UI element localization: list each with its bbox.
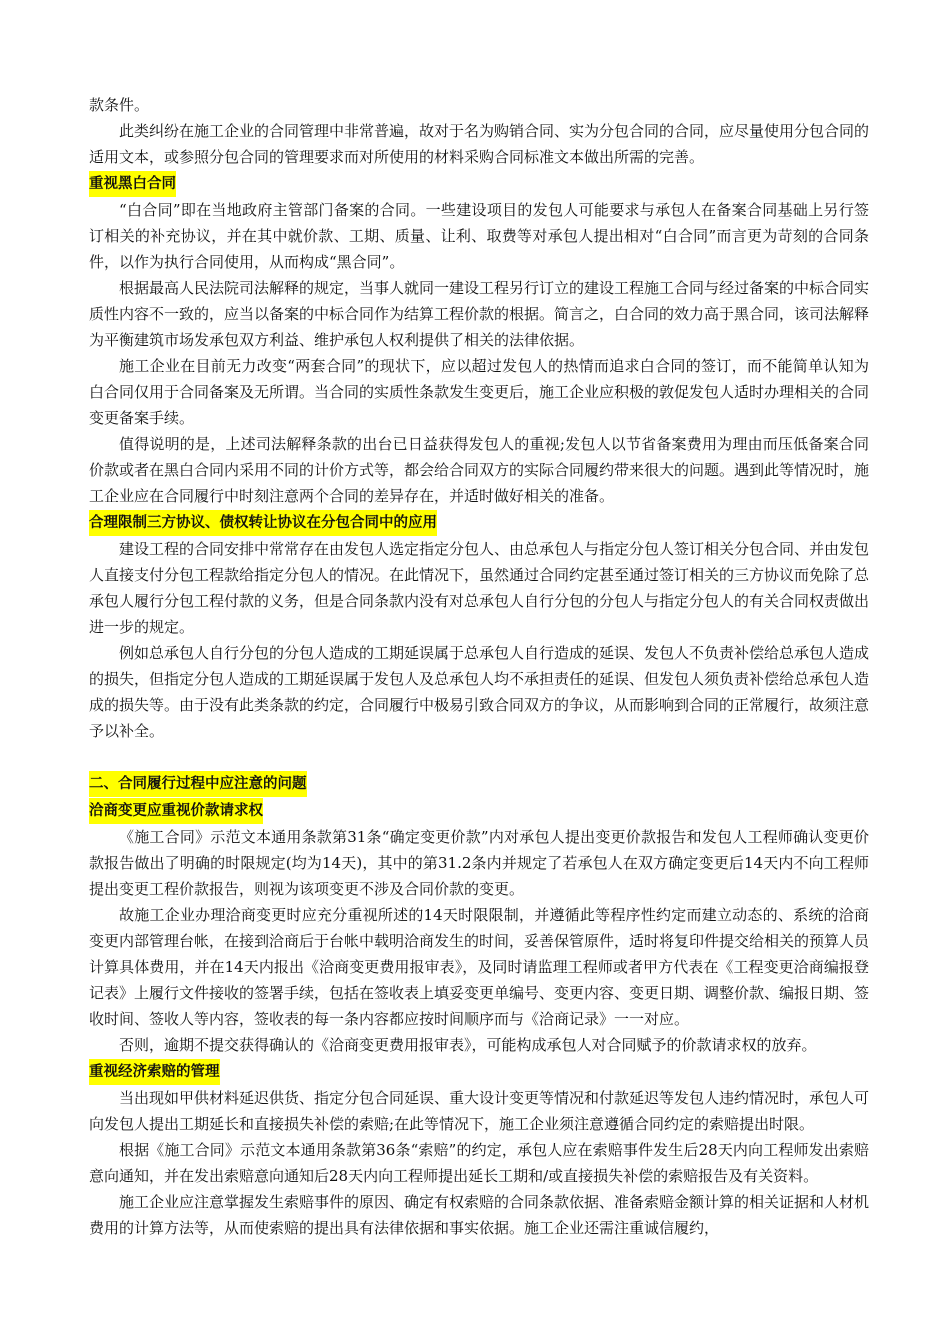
paragraph: “白合同”即在当地政府主管部门备案的合同。一些建设项目的发包人可能要求与承包人在备案合同基础上另行签订相关的补充协议，并在其中就价款、工期、质量、让利、取费等对承包人提出相对“白合同”而言更为苛刻的合同条件，以作为执行合同使用，从而构成“黑合同”。 bbox=[89, 201, 869, 271]
paragraph: 根据《施工合同》示范文本通用条款第36条“索赔”的约定，承包人应在索赔事件发生后28天内向工程师发出索赔意向通知，并在发出索赔意向通知后28天内向工程师提出延长工期和/或直接损失补偿的索赔报告及有关资料。 bbox=[89, 1141, 869, 1185]
section-heading-text: 合理限制三方协议、债权转让协议在分包合同中的应用 bbox=[89, 510, 437, 536]
paragraph: 故施工企业办理洽商变更时应充分重视所述的14天时限限制，并遵循此等程序性约定而建立动态的、系统的洽商变更内部管理台帐，在接到洽商后于台帐中载明洽商发生的时间，妥善保管原件，适时将复印件提交给相关的预算人员计算具体费用，并在14天内报出《洽商变更费用报审表》，及同时请监理工程师或者甲方代表在《工程变更洽商编报登记表》上履行文件接收的签署手续，包括在签收表上填妥变更单编号、变更内容、变更日期、调整价款、编报日期、签收时间、签收人等内容，签收表的每一条内容都应按时间顺序而与《洽商记录》一一对应。 bbox=[89, 906, 870, 1028]
section-heading bbox=[89, 170, 869, 197]
paragraph: 否则，逾期不提交获得确认的《洽商变更费用报审表》，可能构成承包人对合同赋予的价款请求权的放弃。 bbox=[119, 1036, 817, 1054]
section-heading-text: 洽商变更应重视价款请求权 bbox=[89, 798, 263, 824]
section-heading bbox=[89, 509, 869, 536]
section-heading-text: 重视经济索赔的管理 bbox=[89, 1059, 220, 1085]
paragraph: 《施工合同》示范文本通用条款第31条“确定变更价款”内对承包人提出变更价款报告和发包人工程师确认变更价款报告做出了明确的时限规定(均为14天)，其中的第31.2条内并规定了若承包人在双方确定变更后14天内不向工程师提出变更工程价款报告，则视为该项变更不涉及合同价款的变更。 bbox=[89, 828, 870, 898]
section-heading bbox=[89, 770, 869, 797]
section-heading bbox=[89, 1058, 869, 1085]
paragraph: 当出现如甲供材料延迟供货、指定分包合同延误、重大设计变更等情况和付款延迟等发包人违约情况时，承包人可向发包人提出工期延长和直接损失补偿的索赔;在此等情况下，施工企业须注意遵循合同约定的索赔提出时限。 bbox=[89, 1089, 870, 1133]
paragraph: 施工企业在目前无力改变“两套合同”的现状下，应以超过发包人的热情而追求白合同的签订，而不能简单认知为白合同仅用于合同备案及无所谓。当合同的实质性条款发生变更后，施工企业应积极的敦促发包人适时办理相关的合同变更备案手续。 bbox=[89, 357, 870, 427]
section-heading bbox=[89, 797, 869, 824]
paragraph: 施工企业应注意掌握发生索赔事件的原因、确定有权索赔的合同条款依据、准备索赔金额计算的相关证据和人材机费用的计算方法等，从而使索赔的提出具有法律依据和事实依据。施工企业还需注重诚信履约， bbox=[89, 1193, 870, 1237]
document-page bbox=[89, 92, 869, 1241]
section-heading-text: 二、合同履行过程中应注意的问题 bbox=[89, 771, 307, 797]
section-heading-text: 重视黑白合同 bbox=[89, 171, 176, 197]
paragraph: 值得说明的是，上述司法解释条款的出台已日益获得发包人的重视;发包人以节省备案费用为理由而压低备案合同价款或者在黑白合同内采用不同的计价方式等，都会给合同双方的实际合同履约带来很大的问题。遇到此等情况时，施工企业应在合同履行中时刻注意两个合同的差异存在，并适时做好相关的准备。 bbox=[89, 435, 870, 505]
paragraph: 款条件。 bbox=[89, 96, 150, 114]
paragraph: 根据最高人民法院司法解释的规定，当事人就同一建设工程另行订立的建设工程施工合同与经过备案的中标合同实质性内容不一致的，应当以备案的中标合同作为结算工程价款的根据。简言之，白合同的效力高于黑合同，该司法解释为平衡建筑市场发承包双方利益、维护承包人权利提供了相关的法律依据。 bbox=[89, 279, 870, 349]
blank-line bbox=[89, 744, 869, 770]
paragraph: 此类纠纷在施工企业的合同管理中非常普遍，故对于名为购销合同、实为分包合同的合同，应尽量使用分包合同的适用文本，或参照分包合同的管理要求而对所使用的材料采购合同标准文本做出所需的完善。 bbox=[89, 122, 870, 166]
paragraph: 例如总承包人自行分包的分包人造成的工期延误属于总承包人自行造成的延误、发包人不负责补偿给总承包人造成的损失，但指定分包人造成的工期延误属于发包人及总承包人均不承担责任的延误、但发包人须负责补偿给总承包人造成的损失等。由于没有此类条款的约定，合同履行中极易引致合同双方的争议，从而影响到合同的正常履行，故须注意予以补全。 bbox=[89, 644, 870, 740]
paragraph: 建设工程的合同安排中常常存在由发包人选定指定分包人、由总承包人与指定分包人签订相关分包合同、并由发包人直接支付分包工程款给指定分包人的情况。在此情况下，虽然通过合同约定甚至通过签订相关的三方协议而免除了总承包人履行分包工程付款的义务，但是合同条款内没有对总承包人自行分包的分包人与指定分包人的有关合同权责做出进一步的规定。 bbox=[89, 540, 870, 636]
